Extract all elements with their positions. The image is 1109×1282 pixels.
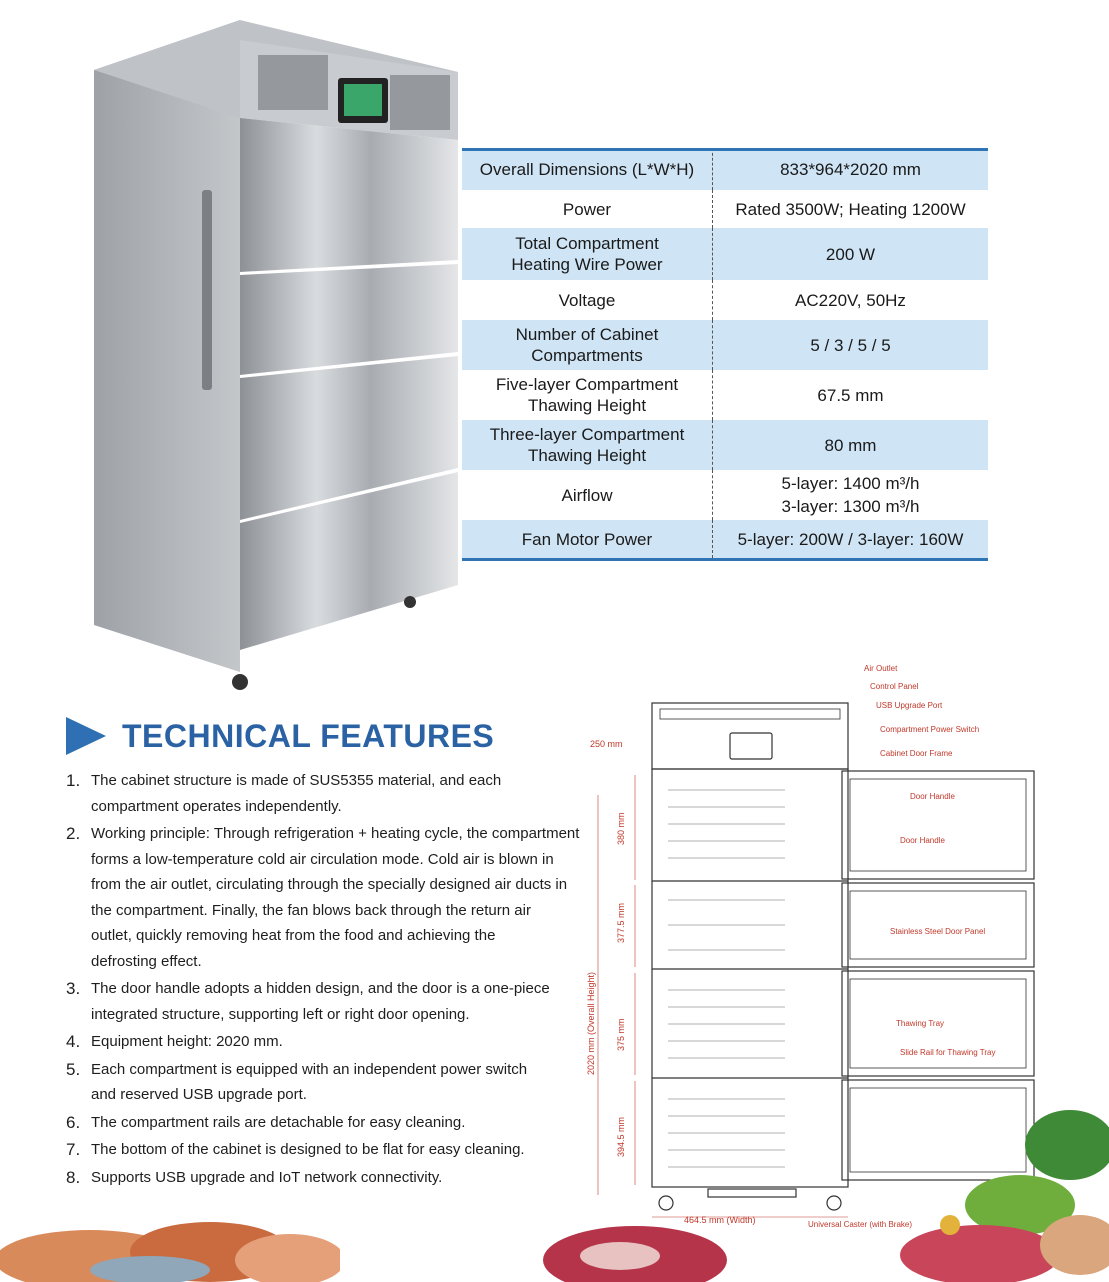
feature-line: and reserved USB upgrade port. [91, 1086, 307, 1103]
spec-value: 833*964*2020 mm [780, 159, 921, 179]
table-top-rule [462, 148, 988, 151]
feature-line: from the air outlet, circulating through the specially designed air ducts in [91, 876, 568, 893]
list-item [66, 768, 586, 819]
feature-line: defrosting effect. [91, 952, 202, 970]
list-number: 8. [66, 1167, 81, 1187]
dimension-c2: 377.5 mm [616, 902, 626, 943]
dimension-labels [586, 739, 756, 1225]
callout-door-handle-2: Door Handle [900, 836, 945, 845]
list-item [66, 1110, 586, 1136]
section-heading [66, 716, 494, 756]
specification-table [462, 148, 988, 561]
features-list [66, 768, 586, 1192]
spec-row-three-layer [462, 420, 988, 470]
list-number: 2. [66, 824, 81, 843]
table-bottom-rule [462, 558, 988, 561]
list-item [66, 821, 586, 974]
list-number: 5. [66, 1059, 81, 1079]
spec-label-line: Five-layer Compartment [495, 375, 679, 394]
feature-line: Equipment height: 2020 mm. [91, 1033, 283, 1050]
dimension-c3: 375 mm [616, 1018, 626, 1051]
callout-air-outlet: Air Outlet [864, 664, 898, 673]
spec-row-compartments [462, 320, 988, 370]
spec-value: 200 W [825, 244, 876, 264]
spec-row-voltage [462, 280, 988, 320]
feature-line: forms a low-temperature cold air circulation mode. Cold air is blown in [91, 850, 554, 868]
spec-label-line: Total Compartment [515, 234, 659, 253]
spec-row-dimensions [462, 148, 988, 190]
spec-row-fan-motor [462, 520, 988, 558]
spec-label-line: Three-layer Compartment [489, 425, 685, 444]
list-item [66, 1165, 586, 1191]
spec-value-line: 5-layer: 1400 m³/h [781, 474, 920, 493]
dimension-c4: 394.5 mm [616, 1116, 626, 1157]
section-title: TECHNICAL FEATURES [122, 717, 495, 754]
spec-label: Airflow [561, 485, 613, 505]
list-number: 7. [66, 1140, 81, 1159]
feature-line: The bottom of the cabinet is designed to be flat for easy cleaning. [91, 1141, 525, 1158]
spec-value: 80 mm [824, 435, 877, 455]
spec-value: AC220V, 50Hz [795, 290, 906, 310]
dimension-top: 250 mm [590, 739, 623, 749]
callout-usb-port: USB Upgrade Port [876, 701, 943, 710]
callout-slide-rail: Slide Rail for Thawing Tray [900, 1048, 996, 1057]
spec-label: Power [562, 199, 612, 219]
list-number: 3. [66, 979, 81, 998]
spec-label: Fan Motor Power [521, 529, 653, 549]
spec-label: Voltage [558, 290, 616, 310]
feature-line: Working principle: Through refrigeration + heating cycle, the compartment [91, 825, 580, 842]
spec-label-line: Thawing Height [527, 396, 647, 415]
spec-label-line: Heating Wire Power [511, 255, 663, 274]
dimension-width: 464.5 mm (Width) [684, 1215, 756, 1225]
refrigerator-cabinet-image [80, 0, 470, 700]
feature-line: The cabinet structure is made of SUS5355 material, and each [91, 772, 502, 789]
callout-power-switch: Compartment Power Switch [880, 725, 980, 734]
spec-value: 5-layer: 200W / 3-layer: 160W [737, 529, 964, 549]
spec-label-line: Compartments [531, 346, 643, 365]
callout-door-panel: Stainless Steel Door Panel [890, 927, 986, 936]
spec-value-line: 3-layer: 1300 m³/h [781, 497, 920, 516]
list-number: 6. [66, 1112, 81, 1132]
spec-label-line: Thawing Height [527, 446, 647, 465]
feature-line: Supports USB upgrade and IoT network connectivity. [91, 1168, 443, 1186]
list-item [66, 1057, 586, 1108]
feature-line: The compartment rails are detachable for easy cleaning. [91, 1113, 466, 1131]
callout-door-frame: Cabinet Door Frame [880, 749, 953, 758]
spec-label: Overall Dimensions (L*W*H) [479, 159, 695, 179]
spec-value: 5 / 3 / 5 / 5 [810, 335, 891, 355]
feature-line: Each compartment is equipped with an independent power switch [91, 1060, 528, 1078]
seafood-image [0, 1190, 340, 1282]
dimension-c1: 380 mm [616, 812, 626, 845]
list-item [66, 976, 586, 1027]
feature-line: outlet, quickly removing heat from the food and achieving the [91, 927, 496, 944]
callout-control-panel: Control Panel [870, 682, 919, 691]
callout-caster: Universal Caster (with Brake) [808, 1220, 913, 1229]
spec-row-power [462, 190, 988, 228]
spec-row-five-layer [462, 370, 988, 420]
spec-value: 67.5 mm [817, 385, 884, 405]
feature-line: integrated structure, supporting left or right door opening. [91, 1005, 470, 1023]
meat-image [540, 1210, 730, 1282]
list-item [66, 1029, 586, 1055]
list-number: 4. [66, 1032, 81, 1051]
spec-row-heating-wire [462, 228, 988, 280]
feature-line: the compartment. Finally, the fan blows back through the return air [91, 901, 531, 919]
vegetables-meat-image [890, 1105, 1109, 1282]
triangle-arrow-icon [66, 717, 106, 755]
dimension-overall: 2020 mm (Overall Height) [586, 971, 596, 1075]
spec-row-airflow [462, 470, 988, 520]
feature-line: compartment operates independently. [91, 797, 342, 815]
spec-label-line: Number of Cabinet [515, 325, 659, 344]
list-item [66, 1137, 586, 1163]
feature-line: The door handle adopts a hidden design, and the door is a one-piece [91, 980, 550, 997]
callout-thawing-tray: Thawing Tray [896, 1019, 945, 1028]
list-number: 1. [66, 771, 81, 790]
spec-value: Rated 3500W; Heating 1200W [735, 199, 966, 219]
callout-door-handle: Door Handle [910, 792, 955, 801]
